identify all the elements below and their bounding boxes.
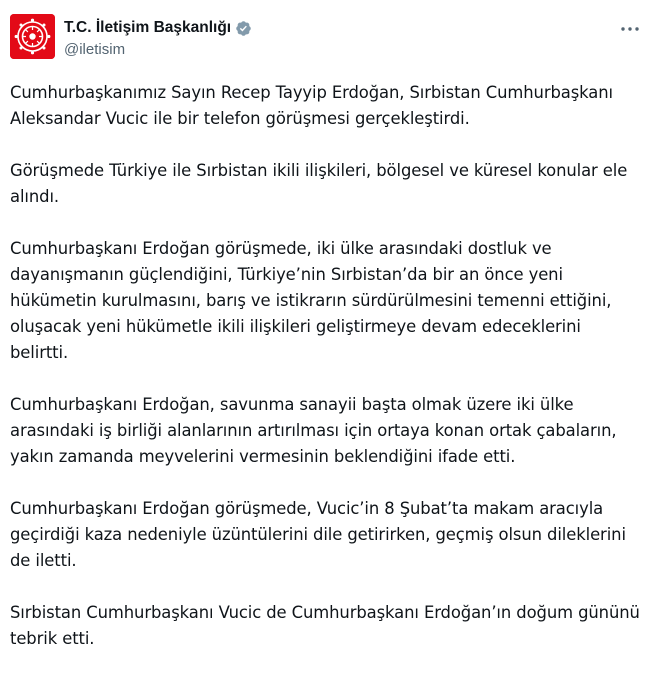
avatar[interactable]: [10, 14, 55, 59]
tweet-paragraph: Cumhurbaşkanı Erdoğan görüşmede, iki ülke arasındaki dostluk ve dayanışmanın güçlendiğini, Türkiye’nin Sırbistan’da bir an önce yeni hükümetin kurulmasını, barış ve istikrarın sürdürülmesini temenni ettiğini, oluşacak yeni hükümetle ikili ilişkileri geliştirmeye devam edeceklerini belirtti.: [10, 239, 612, 362]
more-options-icon: [620, 26, 640, 32]
presidency-emblem-icon: [10, 14, 55, 59]
account-names: [64, 18, 252, 58]
account-handle[interactable]: @iletisim: [64, 41, 126, 58]
tweet-paragraph: Cumhurbaşkanı Erdoğan, savunma sanayii başta olmak üzere iki ülke arasındaki iş birliği alanlarının artırılması için ortaya konan ortak çabaların, yakın zamanda meyvelerini vermesinin beklendiğini ifade etti.: [10, 395, 617, 466]
verified-badge-icon[interactable]: [235, 20, 252, 37]
display-name-row: [64, 18, 252, 38]
tweet-paragraph: Cumhurbaşkanımız Sayın Recep Tayyip Erdoğan, Sırbistan Cumhurbaşkanı Aleksandar Vucic ile bir telefon görüşmesi gerçekleştirdi.: [10, 83, 613, 128]
tweet-paragraph: Görüşmede Türkiye ile Sırbistan ikili ilişkileri, bölgesel ve küresel konular ele alındı.: [10, 161, 628, 206]
more-options-button[interactable]: [618, 20, 642, 38]
tweet-paragraph: Sırbistan Cumhurbaşkanı Vucic de Cumhurbaşkanı Erdoğan’ın doğum gününü tebrik etti.: [10, 603, 640, 648]
tweet-header: [10, 14, 642, 62]
tweet-paragraph: Cumhurbaşkanı Erdoğan görüşmede, Vucic’in 8 Şubat’ta makam aracıyla geçirdiği kaza nedeniyle üzüntülerini dile getirirken, geçmiş olsun dileklerini de iletti.: [10, 499, 626, 570]
display-name[interactable]: T.C. İletişim Başkanlığı: [64, 19, 232, 36]
tweet-text: [10, 80, 642, 652]
